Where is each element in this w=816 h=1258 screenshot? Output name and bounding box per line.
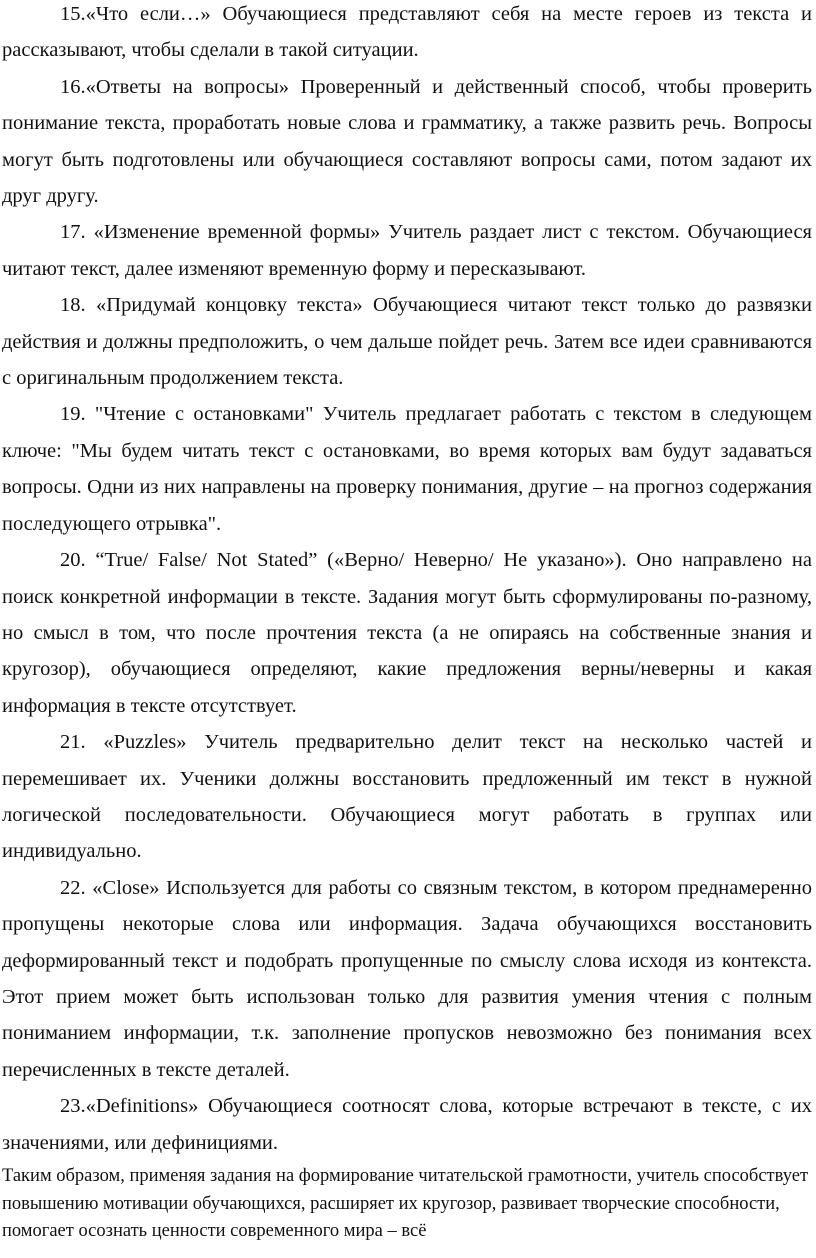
conclusion-paragraph: Таким образом, применяя задания на формирование читательской грамотности, учитель способствует повышению мотивации обучающихся, расширяет их кругозор, развивает творческие способности, помогает осознать ценности современного мира – всё (2, 1166, 809, 1242)
paragraph-item-19: 19. "Чтение с остановками" Учитель предлагает работать с текстом в следующем ключе: "Мы будем читать текст с остановками, во время которых вам будут задаваться вопросы. Одни из них направлены на проверку понимания, другие – на прогноз содержания последующего отрывка". (2, 403, 812, 535)
paragraph-item-17: 17. «Изменение временной формы» Учитель раздает лист с текстом. Обучающиеся читают текст, далее изменяют временную форму и пересказывают. (2, 221, 812, 280)
paragraph-item-18: 18. «Придумай концовку текста» Обучающиеся читают текст только до развязки действия и должны предположить, о чем дальше пойдет речь. Затем все идеи сравниваются с оригинальным продолжением текста. (2, 294, 812, 390)
paragraph-item-22: 22. «Close» Используется для работы со связным текстом, в котором преднамеренно пропущены некоторые слова или информация. Задача обучающихся восстановить деформированный текст и подобрать пропущенные по смыслу слова исходя из контекста. Этот прием может быть использован только для развития умения чтения с полным пониманием информации, т.к. заполнение пропусков невозможно без понимания всех перечисленных в тексте деталей. (2, 876, 812, 1081)
task-list (2, 0, 812, 1161)
paragraph-item-23: 23.«Definitions» Обучающиеся соотносят слова, которые встречают в тексте, с их значениями, или дефинициями. (2, 1095, 812, 1154)
paragraph-item-16: 16.«Ответы на вопросы» Проверенный и действенный способ, чтобы проверить понимание текста, проработать новые слова и грамматику, а также развить речь. Вопросы могут быть подготовлены или обучающиеся составляют вопросы сами, потом задают их друг другу. (2, 75, 812, 208)
paragraph-item-15: 15.«Что если…» Обучающиеся представляют себя на месте героев из текста и рассказывают, чтобы сделали в такой ситуации. (2, 3, 812, 62)
paragraph-item-21: 21. «Puzzles» Учитель предварительно делит текст на несколько частей и перемешивает их. Ученики должны восстановить предложенный им текст в нужной логической последовательности. Обучающиеся могут работать в группах или индивидуально. (2, 731, 812, 863)
paragraph-item-20: 20. “True/ False/ Not Stated” («Верно/ Неверно/ Не указано»). Оно направлено на поиск конкретной информации в тексте. Задания могут быть сформулированы по-разному, но смысл в том, что после прочтения текста (а не опираясь на собственные знания и кругозор), обучающиеся определяют, какие предложения верны/неверны и какая информация в тексте отсутствует. (2, 549, 812, 717)
